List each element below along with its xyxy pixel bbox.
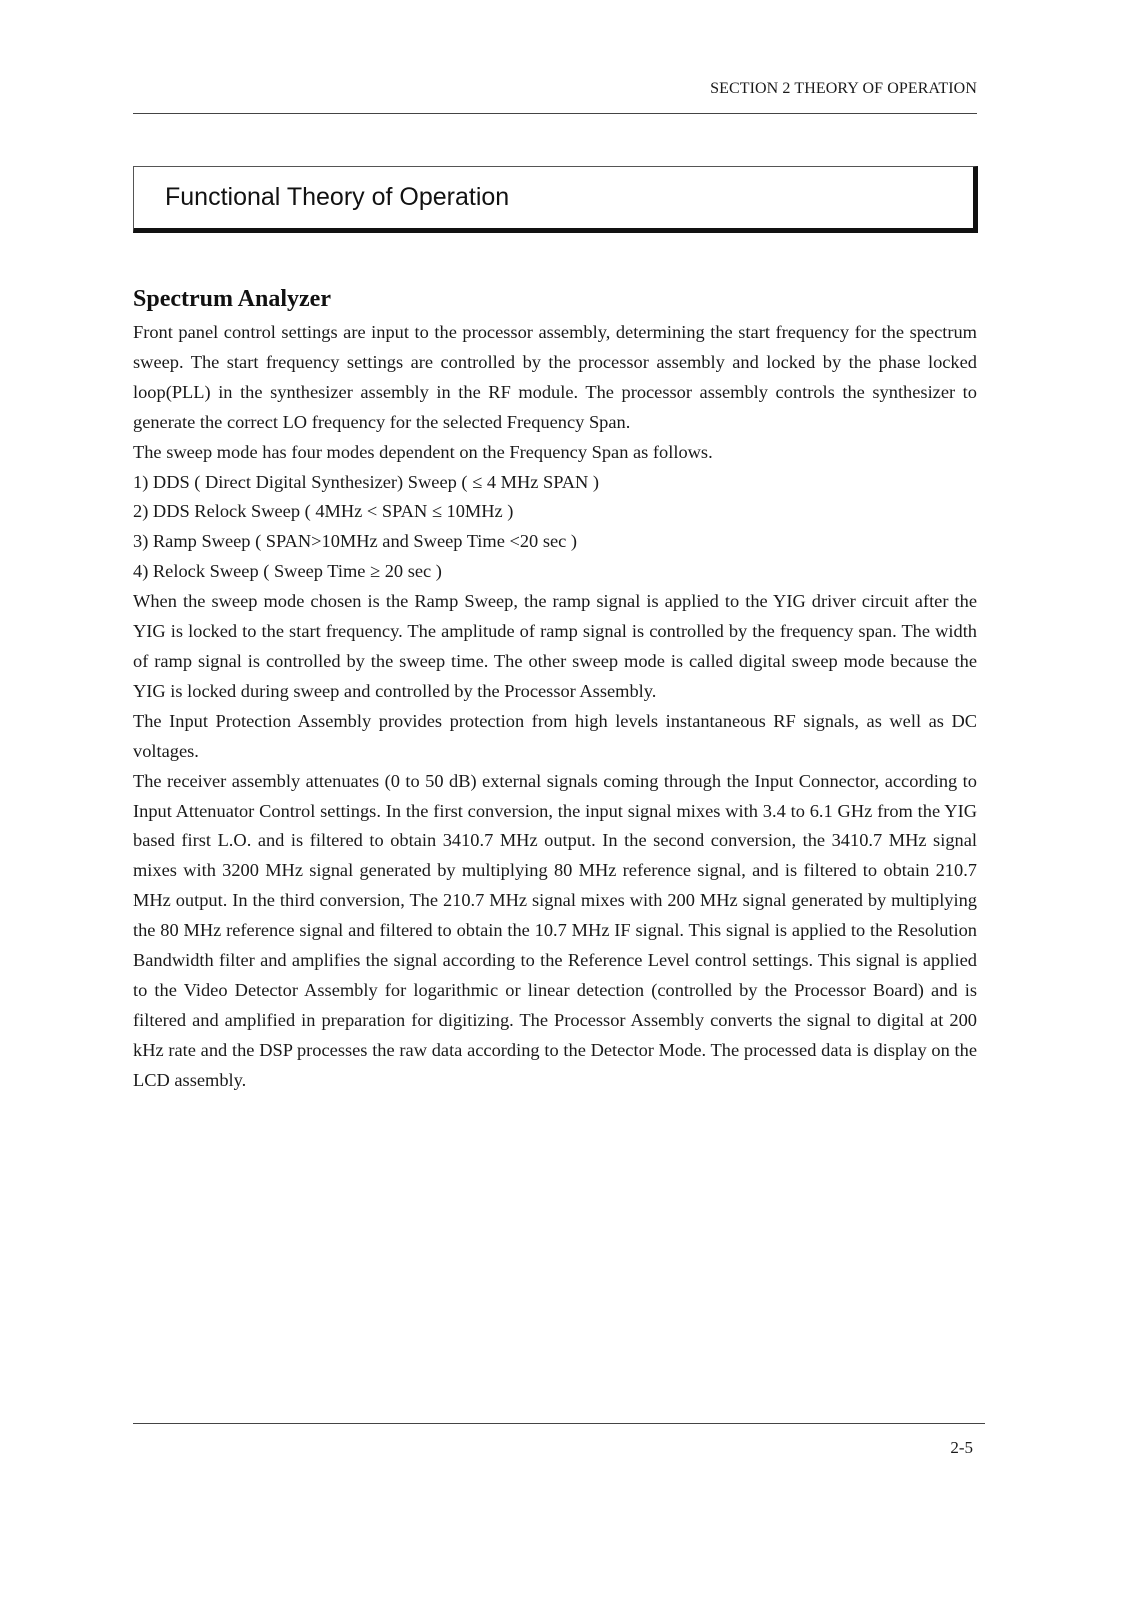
header-divider [133, 113, 977, 114]
page-number: 2-5 [950, 1438, 973, 1457]
section-header: SECTION 2 THEORY OF OPERATION [710, 80, 977, 97]
paragraph-ramp-sweep: When the sweep mode chosen is the Ramp Sweep, the ramp signal is applied to the YIG driver circuit after the YIG is locked to the start frequency. The amplitude of ramp signal is controlled by the frequency span. The width of ramp signal is controlled by the sweep time. The other sweep mode is called digital sweep mode because the YIG is locked during sweep and controlled by the Processor Assembly. [133, 591, 977, 701]
paragraph-input-protection: The Input Protection Assembly provides protection from high levels instantaneous RF signals, as well as DC voltages. [133, 710, 977, 761]
body-text [133, 318, 977, 1096]
section-heading: Spectrum Analyzer [133, 286, 331, 312]
list-item-dds-sweep: 1) DDS ( Direct Digital Synthesizer) Sweep ( ≤ 4 MHz SPAN ) [133, 471, 600, 492]
page-title: Functional Theory of Operation [165, 183, 510, 211]
paragraph-sweep-modes: The sweep mode has four modes dependent on the Frequency Span as follows. [133, 441, 713, 462]
list-item-ramp-sweep: 3) Ramp Sweep ( SPAN>10MHz and Sweep Time <20 sec ) [133, 531, 578, 552]
list-item-dds-relock-sweep: 2) DDS Relock Sweep ( 4MHz < SPAN ≤ 10MHz ) [133, 501, 514, 522]
paragraph-receiver: The receiver assembly attenuates (0 to 50 dB) external signals coming through the Input Connector, according to Input Attenuator Control settings. In the first conversion, the input signal mixes with 3.4 to 6.1 GHz from the YIG based first L.O. and is filtered to obtain 3410.7 MHz output. In the second conversion, the 3410.7 MHz signal mixes with 3200 MHz signal generated by multiplying 80 MHz reference signal, and is filtered to obtain 210.7 MHz output. In the third conversion, The 210.7 MHz signal mixes with 200 MHz signal generated by multiplying the 80 MHz reference signal and filtered to obtain the 10.7 MHz IF signal. This signal is applied to the Resolution Bandwidth filter and amplifies the signal according to the Reference Level control settings. This signal is applied to the Video Detector Assembly for logarithmic or linear detection (controlled by the Processor Board) and is filtered and amplified in preparation for digitizing. The Processor Assembly converts the signal to digital at 200 kHz rate and the DSP processes the raw data according to the Detector Mode. The processed data is display on the LCD assembly. [133, 770, 977, 1090]
title-box [133, 166, 978, 233]
list-item-relock-sweep: 4) Relock Sweep ( Sweep Time ≥ 20 sec ) [133, 561, 442, 582]
footer-divider [133, 1423, 985, 1424]
paragraph-intro: Front panel control settings are input to the processor assembly, determining the start frequency for the spectrum sweep. The start frequency settings are controlled by the processor assembly and locked by the phase locked loop(PLL) in the synthesizer assembly in the RF module. The processor assembly controls the synthesizer to generate the correct LO frequency for the selected Frequency Span. [133, 322, 977, 432]
